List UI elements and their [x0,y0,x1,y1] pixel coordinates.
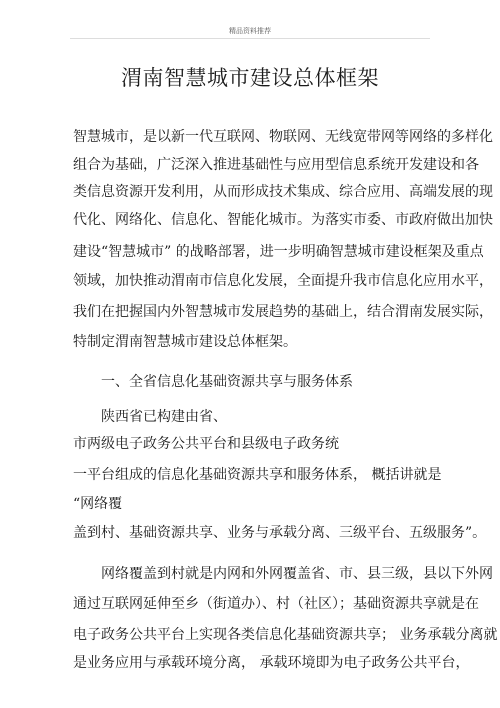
para-line: 电子政务公共平台上实现各类信息化基础资源共享； 业务承载分离就 [73,627,498,643]
section-line: 一平台组成的信息化基础资源共享和服务体系， 概括讲就是 [73,467,442,483]
para-line: 网络覆盖到村就是内网和外网覆盖省、市、县三级，县以下外网 [101,566,493,582]
intro-line: 代化、网络化、信息化、智能化城市。为落实市委、市政府做出加快 [73,212,493,228]
para-line: 是业务应用与承载环境分离， 承载环境即为电子政务公共平台， [73,655,470,671]
section-line: 陕西省已构建由省、 [101,409,227,425]
page-title: 渭南智慧城市建设总体框架 [121,66,379,90]
intro-line: 类信息资源开发利用，从而形成技术集成、综合应用、高端发展的现 [73,184,493,200]
section-line: 盖到村、基础资源共享、业务与承载分离、三级平台、五级服务”。 [73,525,487,541]
section-heading: 一、全省信息化基础资源共享与服务体系 [101,374,353,390]
intro-line: 领域，加快推动渭南市信息化发展，全面提升我市信息化应用水平， [73,273,493,289]
header-divider [70,38,430,39]
intro-line: 智慧城市，是以新一代互联网、物联网、无线宽带网等网络的多样化 [73,129,493,145]
para-line: 通过互联网延伸至乡（街道办）、村（社区）；基础资源共享就是在 [73,596,479,612]
intro-line: 我们在把握国内外智慧城市发展趋势的基础上，结合渭南发展实际， [73,304,493,320]
page-header: 精品资料推荐 [229,27,271,35]
section-line: “网络覆 [73,496,123,512]
intro-line: 组合为基础，广泛深入推进基础性与应用型信息系统开发建设和各 [73,157,479,173]
intro-line: 建设“智慧城市” 的战略部署，进一步明确智慧城市建设框架及重点 [73,244,484,260]
intro-line: 特制定渭南智慧城市建设总体框架。 [73,334,297,350]
section-line: 市两级电子政务公共平台和县级电子政务统 [73,436,339,452]
